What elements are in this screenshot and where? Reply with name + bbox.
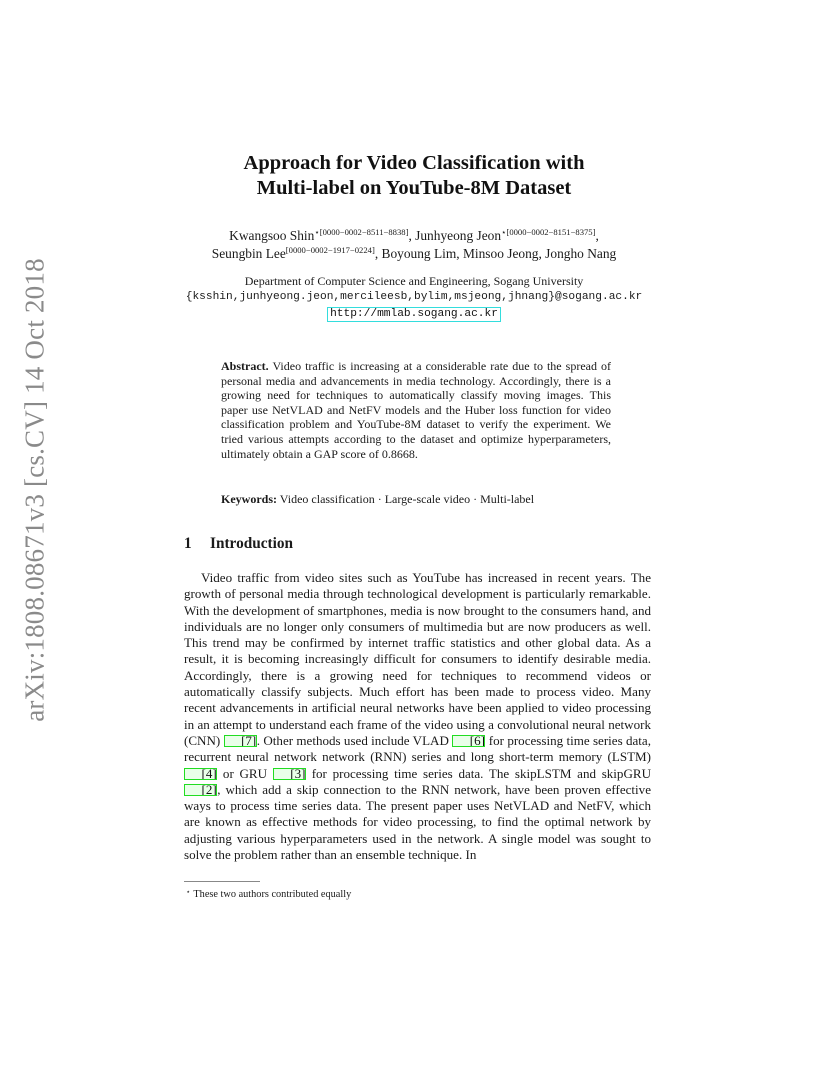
abstract-text: Video traffic is increasing at a considerable rate due to the spread of personal media and advancements in media technology. Accordingly, there is a growing need for techniques to automatically classify moving images. This paper use NetVLAD and NetFV models and the Huber loss function for video classification problem and YouTube-8M dataset to verify the experiment. We tried various attempts according to the dataset and optimize hyperparameters, ultimately obtain a GAP score of 0.8668. bbox=[221, 359, 611, 461]
citation-link[interactable]: [4] bbox=[184, 768, 217, 780]
citation-link[interactable]: [2] bbox=[184, 784, 217, 796]
title-line-2: Multi-label on YouTube-8M Dataset bbox=[256, 177, 572, 199]
paragraph-text: for processing time series data, recurrent neural network network (RNN) series and long short-term memory (LSTM) bbox=[184, 732, 651, 765]
orcid-id: [0000−0002−8511−8838] bbox=[319, 227, 409, 237]
equal-contribution-mark: ⋆ bbox=[501, 227, 507, 237]
author-list bbox=[150, 227, 678, 263]
department: Department of Computer Science and Engineering, Sogang University bbox=[244, 274, 584, 288]
footnote-mark: ⋆ bbox=[186, 888, 191, 896]
citation-link[interactable]: [7] bbox=[224, 735, 257, 747]
orcid-id: [0000−0002−8151−8375] bbox=[506, 227, 596, 237]
author-emails: {ksshin,junhyeong.jeon,mercileesb,bylim,msjeong,jhnang}@sogang.ac.kr bbox=[185, 290, 643, 303]
keywords-label: Keywords: bbox=[221, 492, 277, 506]
citation-link[interactable]: [6] bbox=[452, 735, 485, 747]
paragraph-text: or GRU bbox=[217, 765, 273, 781]
footnote-divider bbox=[184, 881, 260, 882]
introduction-paragraph bbox=[184, 570, 651, 863]
author-name: Kwangsoo Shin bbox=[229, 228, 315, 243]
citation-link[interactable]: [3] bbox=[273, 768, 306, 780]
separator: , bbox=[595, 228, 599, 243]
paragraph-text: Video traffic from video sites such as YouTube has increased in recent years. The growth of personal media through technological development is particularly remarkable. With the development of smartphones, media is now brought to the consumers hand, and individuals are no longer only consumers of multimedia but are now producers as well. This trend may be confirmed by internet traffic statistics and other global data. As a result, it is becoming increasingly difficult for consumers to identify desirable media. Accordingly, there is a growing need for techniques to recommend videos or automatically classify subjects. Much effort has been made to process video. Many recent advancements in artificial neural networks have been applied to video processing in an attempt to understand each frame of the video using a convolutional neural network (CNN) bbox=[184, 570, 651, 748]
orcid-id: [0000−0002−1917−0224] bbox=[285, 245, 375, 255]
abstract-label: Abstract. bbox=[221, 359, 269, 373]
author-line-1 bbox=[150, 227, 678, 245]
author-name: Seungbin Lee bbox=[211, 246, 286, 261]
section-heading bbox=[184, 535, 293, 553]
paper-title bbox=[160, 151, 668, 201]
author-name: Junhyeong Jeon bbox=[415, 228, 502, 243]
affiliation bbox=[150, 274, 678, 322]
paragraph-text: for processing time series data. The skipLSTM and skipGRU bbox=[305, 765, 651, 781]
title-line-1: Approach for Video Classification with bbox=[243, 152, 585, 174]
footnote bbox=[186, 886, 351, 901]
paragraph-text: . Other methods used include VLAD bbox=[256, 732, 453, 748]
other-authors: , Boyoung Lim, Minsoo Jeong, Jongho Nang bbox=[374, 246, 617, 261]
abstract bbox=[221, 359, 611, 461]
section-title: Introduction bbox=[210, 535, 294, 552]
lab-url-link[interactable]: http://mmlab.sogang.ac.kr bbox=[327, 307, 501, 322]
arxiv-identifier-stamp: arXiv:1808.08671v3 [cs.CV] 14 Oct 2018 bbox=[19, 258, 50, 722]
paragraph-text: , which add a skip connection to the RNN network, have been proven effective ways to process time series data. The present paper uses NetVLAD and NetFV, which are known as effective methods for video processing, to find the optimal network by adjusting various hyperparameters used in the network. A single model was sought to solve the problem rather than an ensemble technique. In bbox=[184, 781, 651, 863]
footnote-text: These two authors contributed equally bbox=[193, 889, 352, 900]
keywords bbox=[221, 492, 611, 507]
equal-contribution-mark: ⋆ bbox=[314, 227, 320, 237]
separator: , bbox=[408, 228, 416, 243]
author-line-2 bbox=[150, 245, 678, 263]
keywords-list: Video classification · Large-scale video · Multi-label bbox=[279, 492, 535, 506]
section-number: 1 bbox=[184, 535, 192, 552]
